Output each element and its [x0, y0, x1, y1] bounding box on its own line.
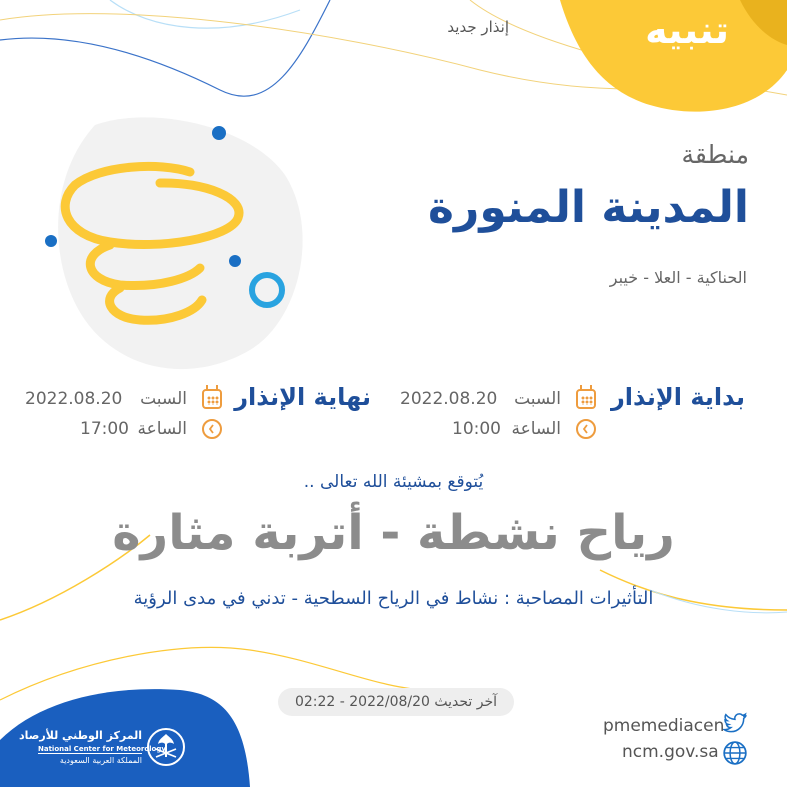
- forecast-headline: رياح نشطة - أتربة مثارة: [112, 505, 675, 561]
- calendar-icon: [202, 389, 222, 409]
- start-time-label: الساعة: [511, 419, 561, 439]
- org-name-en: National Center for Meteorology: [38, 745, 166, 753]
- start-time: 10:00: [452, 419, 501, 439]
- last-update-pill: آخر تحديث 2022/08/20 - 02:22: [278, 688, 514, 716]
- end-date: 2022.08.20: [25, 389, 123, 409]
- org-name-ar: المركز الوطني للأرصاد: [18, 729, 142, 742]
- new-alert-label: إنذار جديد: [447, 18, 509, 36]
- end-title: نهاية الإنذار: [234, 383, 371, 411]
- twitter-handle[interactable]: pmemediacen: [603, 716, 725, 736]
- region-label: منطقة: [681, 140, 749, 169]
- region-areas: الحناكية - العلا - خيبر: [609, 268, 747, 287]
- org-divider: [38, 753, 142, 754]
- ncm-logo: [0, 685, 250, 787]
- end-day: السبت: [140, 389, 187, 409]
- start-title: بداية الإنذار: [610, 383, 745, 411]
- end-time: 17:00: [80, 419, 129, 439]
- calendar-icon: [576, 389, 596, 409]
- start-day: السبت: [514, 389, 561, 409]
- forecast-intro: يُتوقع بمشيئة الله تعالى ..: [303, 472, 484, 492]
- alert-badge-label: تنبيه: [645, 8, 729, 52]
- region-name: المدينة المنورة: [428, 182, 749, 233]
- dust-wind-icon: [40, 120, 300, 350]
- clock-icon: [576, 419, 596, 439]
- globe-icon[interactable]: [722, 740, 748, 766]
- start-date: 2022.08.20: [400, 389, 498, 409]
- twitter-icon[interactable]: [722, 710, 748, 736]
- clock-icon: [202, 419, 222, 439]
- forecast-effects: التأثيرات المصاحبة : نشاط في الرياح السطحية - تدني في مدى الرؤية: [133, 588, 654, 609]
- org-country-ar: المملكة العربية السعودية: [59, 756, 142, 765]
- website-link[interactable]: ncm.gov.sa: [622, 742, 719, 762]
- end-time-label: الساعة: [137, 419, 187, 439]
